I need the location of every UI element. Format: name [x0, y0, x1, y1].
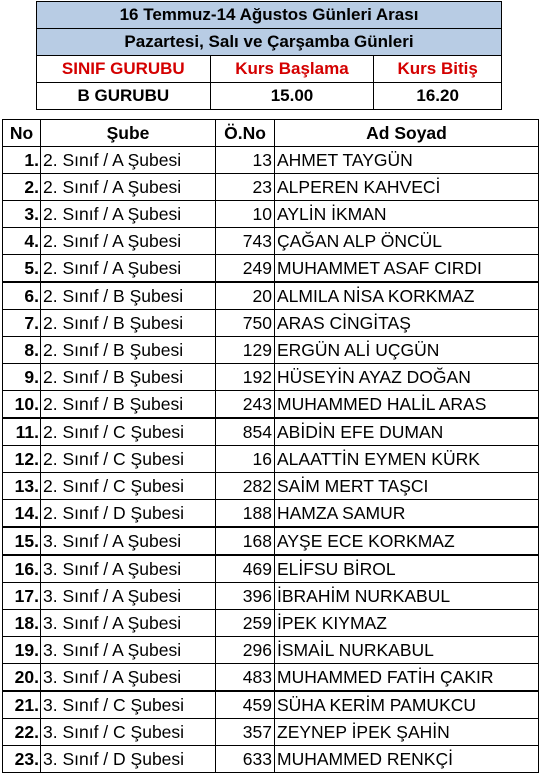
table-row — [3, 337, 539, 364]
row-number: 23. — [3, 746, 41, 773]
row-ogrenci-no: 282 — [216, 473, 275, 500]
row-ogrenci-no: 469 — [216, 555, 275, 583]
row-number: 10. — [3, 391, 41, 419]
row-number: 11. — [3, 418, 41, 446]
row-number: 14. — [3, 500, 41, 528]
row-number: 1. — [3, 147, 41, 174]
row-sube: 2. Sınıf / B Şubesi — [41, 391, 216, 419]
row-ogrenci-no: 249 — [216, 255, 275, 283]
row-sube: 3. Sınıf / A Şubesi — [41, 555, 216, 583]
row-ad-soyad: AYLİN İKMAN — [275, 201, 539, 228]
table-row — [3, 310, 539, 337]
table-header-row — [3, 120, 539, 147]
row-number: 7. — [3, 310, 41, 337]
row-ogrenci-no: 10 — [216, 201, 275, 228]
start-column-label: Kurs Başlama — [210, 56, 374, 83]
row-sube: 2. Sınıf / C Şubesi — [41, 418, 216, 446]
end-time: 16.20 — [374, 83, 502, 110]
row-ad-soyad: ERGÜN ALİ UÇGÜN — [275, 337, 539, 364]
row-number: 9. — [3, 364, 41, 391]
row-sube: 2. Sınıf / A Şubesi — [41, 255, 216, 283]
table-row — [3, 147, 539, 174]
row-ogrenci-no: 357 — [216, 719, 275, 746]
row-number: 22. — [3, 719, 41, 746]
row-ad-soyad: İPEK KIYMAZ — [275, 610, 539, 637]
row-number: 21. — [3, 691, 41, 719]
row-ad-soyad: ALAATTİN EYMEN KÜRK — [275, 446, 539, 473]
row-sube: 2. Sınıf / B Şubesi — [41, 282, 216, 310]
row-number: 13. — [3, 473, 41, 500]
row-sube: 3. Sınıf / D Şubesi — [41, 746, 216, 773]
header-sube: Şube — [41, 120, 216, 147]
row-ad-soyad: AHMET TAYGÜN — [275, 147, 539, 174]
row-ad-soyad: HAMZA SAMUR — [275, 500, 539, 528]
row-sube: 2. Sınıf / D Şubesi — [41, 500, 216, 528]
table-row — [3, 691, 539, 719]
row-ad-soyad: İSMAİL NURKABUL — [275, 637, 539, 664]
table-row — [3, 364, 539, 391]
row-sube: 2. Sınıf / A Şubesi — [41, 174, 216, 201]
row-sube: 2. Sınıf / A Şubesi — [41, 201, 216, 228]
table-row — [3, 719, 539, 746]
date-range-title: 16 Temmuz-14 Ağustos Günleri Arası — [37, 2, 502, 29]
table-row — [3, 527, 539, 555]
table-row — [3, 664, 539, 692]
table-row — [3, 637, 539, 664]
table-row — [3, 555, 539, 583]
row-sube: 3. Sınıf / A Şubesi — [41, 637, 216, 664]
row-number: 2. — [3, 174, 41, 201]
row-ogrenci-no: 459 — [216, 691, 275, 719]
row-ad-soyad: HÜSEYİN AYAZ DOĞAN — [275, 364, 539, 391]
group-column-label: SINIF GURUBU — [37, 56, 211, 83]
row-number: 3. — [3, 201, 41, 228]
table-row — [3, 610, 539, 637]
header-ono: Ö.No — [216, 120, 275, 147]
row-ogrenci-no: 168 — [216, 527, 275, 555]
row-ad-soyad: SAİM MERT TAŞCI — [275, 473, 539, 500]
row-ad-soyad: ZEYNEP İPEK ŞAHİN — [275, 719, 539, 746]
table-row — [3, 201, 539, 228]
table-row — [3, 418, 539, 446]
row-ogrenci-no: 743 — [216, 228, 275, 255]
row-ad-soyad: ALPEREN KAHVECİ — [275, 174, 539, 201]
row-number: 19. — [3, 637, 41, 664]
row-ogrenci-no: 259 — [216, 610, 275, 637]
row-number: 20. — [3, 664, 41, 692]
row-ogrenci-no: 20 — [216, 282, 275, 310]
row-ad-soyad: SÜHA KERİM PAMUKCU — [275, 691, 539, 719]
row-ogrenci-no: 396 — [216, 583, 275, 610]
table-row — [3, 746, 539, 773]
table-row — [3, 473, 539, 500]
row-number: 6. — [3, 282, 41, 310]
row-sube: 2. Sınıf / A Şubesi — [41, 228, 216, 255]
row-sube: 2. Sınıf / C Şubesi — [41, 446, 216, 473]
row-ogrenci-no: 129 — [216, 337, 275, 364]
table-body — [3, 147, 539, 773]
row-sube: 3. Sınıf / A Şubesi — [41, 527, 216, 555]
row-sube: 3. Sınıf / A Şubesi — [41, 583, 216, 610]
end-column-label: Kurs Bitiş — [374, 56, 502, 83]
row-ad-soyad: AYŞE ECE KORKMAZ — [275, 527, 539, 555]
row-ad-soyad: ALMILA NİSA KORKMAZ — [275, 282, 539, 310]
schedule-header — [36, 1, 502, 110]
row-number: 4. — [3, 228, 41, 255]
row-sube: 3. Sınıf / C Şubesi — [41, 691, 216, 719]
group-value: B GURUBU — [37, 83, 211, 110]
row-sube: 3. Sınıf / A Şubesi — [41, 664, 216, 692]
table-row — [3, 174, 539, 201]
row-ogrenci-no: 296 — [216, 637, 275, 664]
row-ad-soyad: ARAS CİNGİTAŞ — [275, 310, 539, 337]
row-number: 12. — [3, 446, 41, 473]
table-row — [3, 282, 539, 310]
row-ogrenci-no: 188 — [216, 500, 275, 528]
row-sube: 2. Sınıf / A Şubesi — [41, 147, 216, 174]
row-number: 5. — [3, 255, 41, 283]
header-ad-soyad: Ad Soyad — [275, 120, 539, 147]
row-sube: 3. Sınıf / C Şubesi — [41, 719, 216, 746]
row-ad-soyad: ÇAĞAN ALP ÖNCÜL — [275, 228, 539, 255]
table-row — [3, 446, 539, 473]
table-row — [3, 391, 539, 419]
row-ogrenci-no: 633 — [216, 746, 275, 773]
row-ad-soyad: İBRAHİM NURKABUL — [275, 583, 539, 610]
row-ad-soyad: ABİDİN EFE DUMAN — [275, 418, 539, 446]
row-ogrenci-no: 13 — [216, 147, 275, 174]
row-sube: 2. Sınıf / B Şubesi — [41, 310, 216, 337]
row-number: 16. — [3, 555, 41, 583]
row-ad-soyad: MUHAMMET ASAF CIRDI — [275, 255, 539, 283]
student-table — [2, 119, 539, 773]
table-row — [3, 228, 539, 255]
row-ogrenci-no: 16 — [216, 446, 275, 473]
start-time: 15.00 — [210, 83, 374, 110]
row-ad-soyad: ELİFSU BİROL — [275, 555, 539, 583]
table-row — [3, 583, 539, 610]
row-ogrenci-no: 483 — [216, 664, 275, 692]
table-row — [3, 500, 539, 528]
row-sube: 2. Sınıf / C Şubesi — [41, 473, 216, 500]
row-number: 17. — [3, 583, 41, 610]
row-number: 8. — [3, 337, 41, 364]
row-ogrenci-no: 243 — [216, 391, 275, 419]
table-row — [3, 255, 539, 283]
row-number: 18. — [3, 610, 41, 637]
row-sube: 3. Sınıf / A Şubesi — [41, 610, 216, 637]
row-ad-soyad: MUHAMMED FATİH ÇAKIR — [275, 664, 539, 692]
row-sube: 2. Sınıf / B Şubesi — [41, 337, 216, 364]
row-ogrenci-no: 750 — [216, 310, 275, 337]
row-ogrenci-no: 23 — [216, 174, 275, 201]
days-title: Pazartesi, Salı ve Çarşamba Günleri — [37, 29, 502, 56]
header-no: No — [3, 120, 41, 147]
row-ad-soyad: MUHAMMED HALİL ARAS — [275, 391, 539, 419]
row-ogrenci-no: 192 — [216, 364, 275, 391]
row-number: 15. — [3, 527, 41, 555]
row-ad-soyad: MUHAMMED RENKÇİ — [275, 746, 539, 773]
row-ogrenci-no: 854 — [216, 418, 275, 446]
row-sube: 2. Sınıf / B Şubesi — [41, 364, 216, 391]
